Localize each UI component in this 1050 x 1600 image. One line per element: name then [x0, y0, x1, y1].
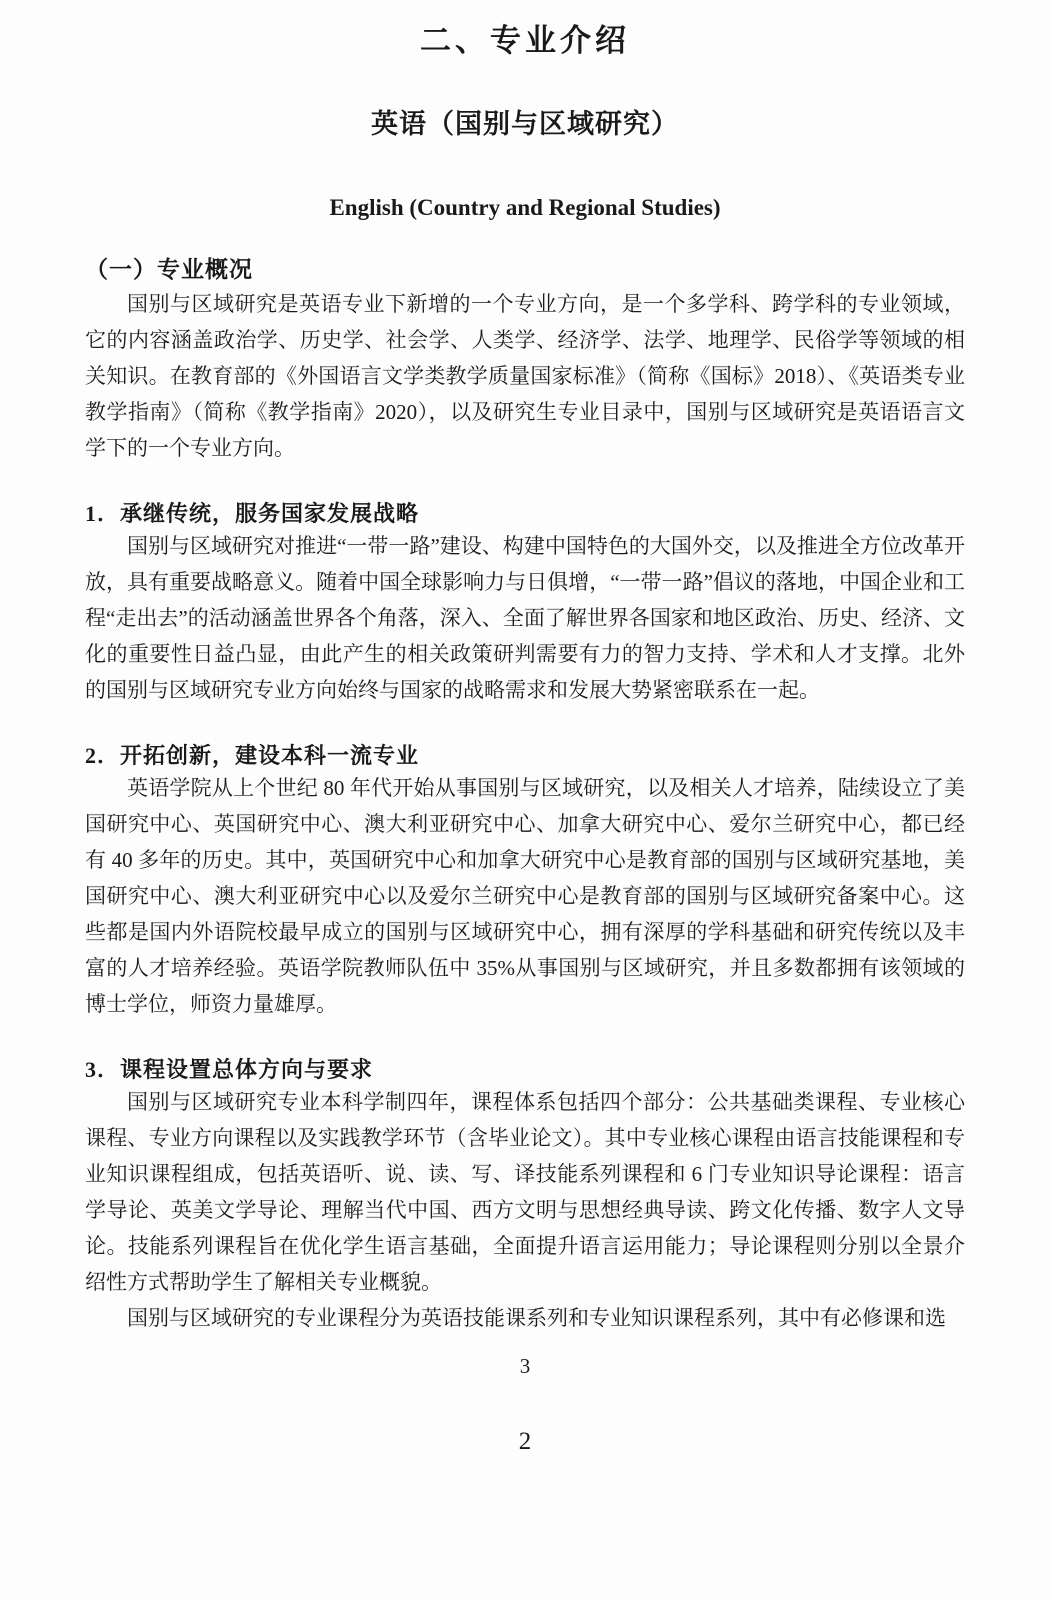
subsection-1-paragraph: 国别与区域研究对推进“一带一路”建设、构建中国特色的大国外交，以及推进全方位改革开放，具有重要战略意义。随着中国全球影响力与日俱增，“一带一路”倡议的落地，中国企业和工程“走出去”的活动涵盖世界各个角落，深入、全面了解世界各国家和地区政治、历史、经济、文化的重要性日益凸显，由此产生的相关政策研判需要有力的智力支持、学术和人才支撑。北外的国别与区域研究专业方向始终与国家的战略需求和发展大势紧密联系在一起。 — [85, 534, 965, 702]
subsection-3-paragraph-2: 国别与区域研究的专业课程分为英语技能课系列和专业知识课程系列，其中有必修课和选 — [127, 1306, 946, 1330]
subsection-3-heading: 3．课程设置总体方向与要求 — [85, 1057, 374, 1082]
subsection-2-heading: 2．开拓创新，建设本科一流专业 — [85, 743, 420, 768]
program-title-zh: 英语（国别与区域研究） — [371, 109, 679, 139]
program-title-en: English (Country and Regional Studies) — [329, 195, 721, 220]
subsection-2-paragraph: 英语学院从上个世纪 80 年代开始从事国别与区域研究，以及相关人才培养，陆续设立了美国研究中心、英国研究中心、澳大利亚研究中心、加拿大研究中心、爱尔兰研究中心，都已经有 40 多年的历史。其中，英国研究中心和加拿大研究中心是教育部的国别与区域研究基地，美国研究中心、澳大利亚研究中心以及爱尔兰研究中心是教育部的国别与区域研究备案中心。这些都是国内外语院校最早成立的国别与区域研究中心，拥有深厚的学科基础和研究传统以及丰富的人才培养经验。英语学院教师队伍中 35%从事国别与区域研究，并且多数都拥有该领域的博士学位，师资力量雄厚。 — [85, 776, 965, 1016]
subsection-1-heading: 1．承继传统，服务国家发展战略 — [85, 501, 420, 526]
intro-paragraph: 国别与区域研究是英语专业下新增的一个专业方向，是一个多学科、跨学科的专业领域，它的内容涵盖政治学、历史学、社会学、人类学、经济学、法学、地理学、民俗学等领域的相关知识。在教育部的《外国语言文学类教学质量国家标准》（简称《国标》2018）、《英语类专业教学指南》（简称《教学指南》2020），以及研究生专业目录中，国别与区域研究是英语语言文学下的一个专业方向。 — [85, 292, 965, 460]
subsection-3-paragraph-1: 国别与区域研究专业本科学制四年，课程体系包括四个部分：公共基础类课程、专业核心课程、专业方向课程以及实践教学环节（含毕业论文）。其中专业核心课程由语言技能课程和专业知识课程组成，包括英语听、说、读、写、译技能系列课程和 6 门专业知识导论课程：语言学导论、英美文学导论、理解当代中国、西方文明与思想经典导读、跨文化传播、数字人文导论。技能系列课程旨在优化学生语言基础，全面提升语言运用能力；导论课程则分别以全景介绍性方式帮助学生了解相关专业概貌。 — [85, 1090, 965, 1294]
section-heading-overview: （一）专业概况 — [85, 257, 253, 282]
document-page-number: 3 — [519, 1354, 531, 1378]
scan-page-number: 2 — [518, 1428, 532, 1455]
page-title: 二、专业介绍 — [420, 23, 630, 58]
